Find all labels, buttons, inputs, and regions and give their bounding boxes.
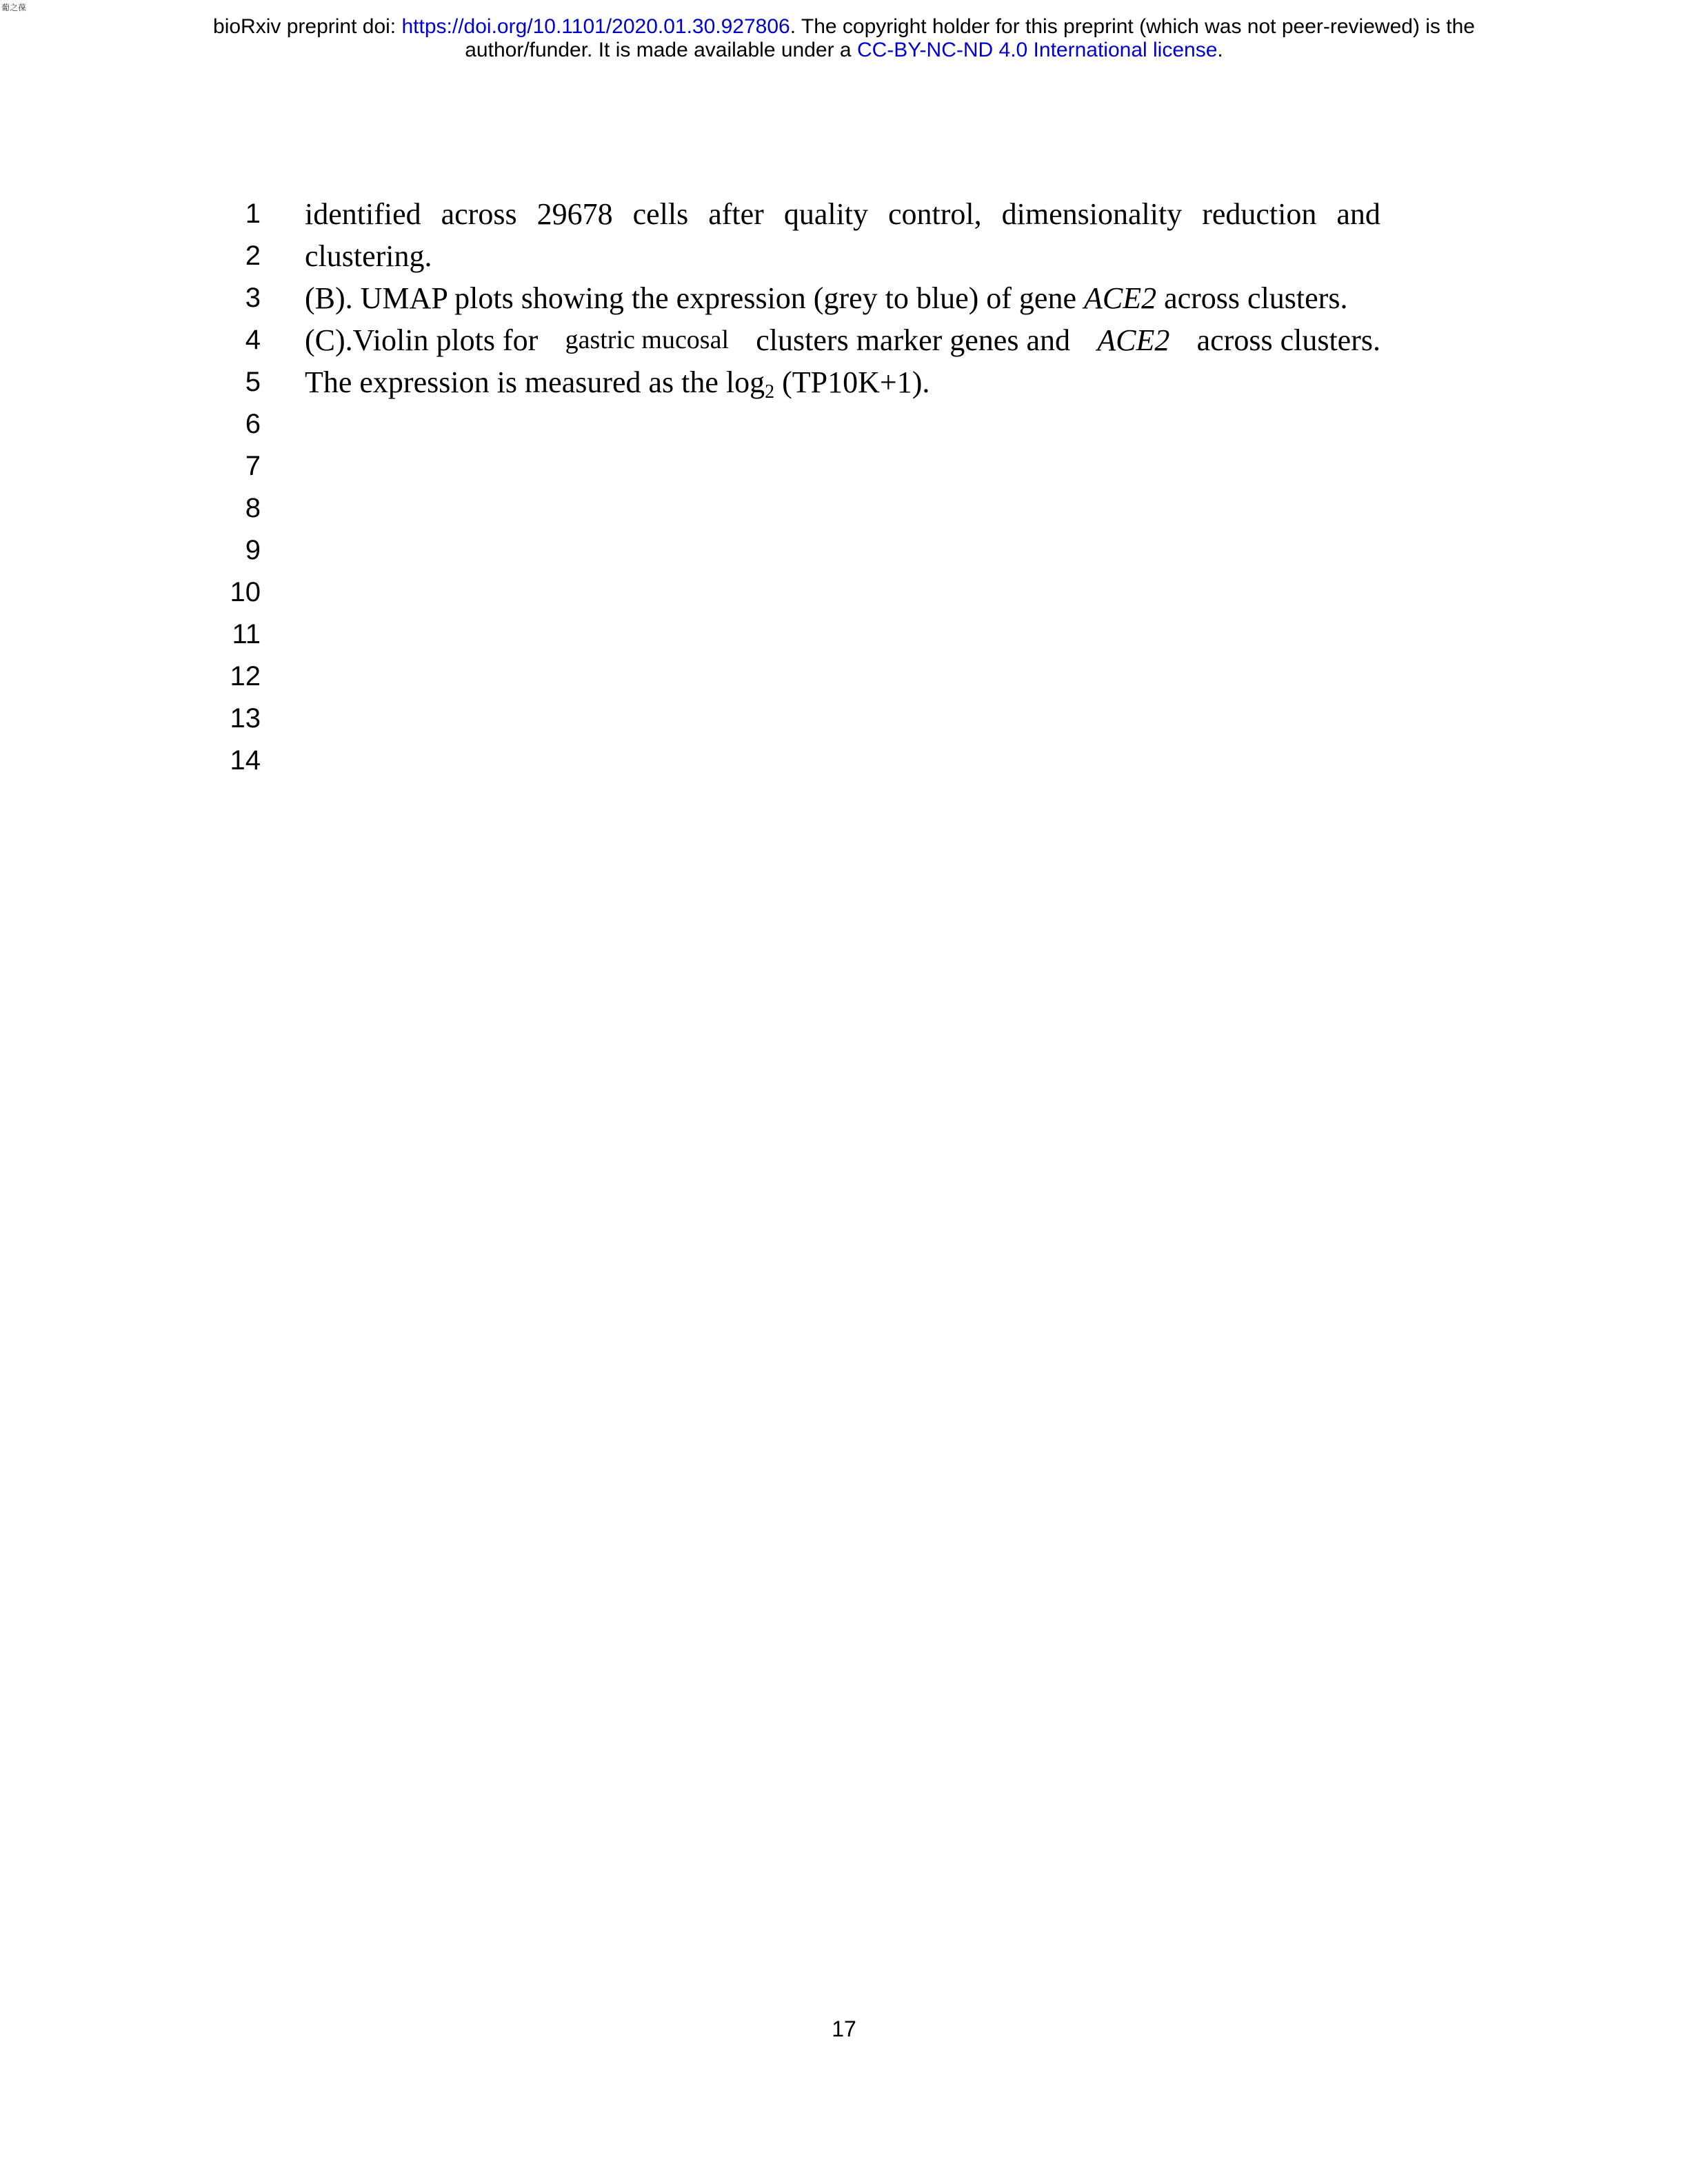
- legend-line-5: [305, 361, 1380, 403]
- legend-text: clustering.: [305, 239, 432, 273]
- header-line-1: [0, 15, 1688, 39]
- line-number: 11: [232, 619, 261, 649]
- word: quality: [783, 197, 869, 231]
- word: control,: [888, 197, 982, 231]
- line-number: 7: [245, 451, 261, 481]
- legend-text: The expression is measured as the log: [305, 365, 765, 399]
- legend-text: across clusters.: [1196, 323, 1380, 357]
- doi-link[interactable]: https://doi.org/10.1101/2020.01.30.927806: [401, 15, 790, 38]
- page-number: 17: [832, 2016, 856, 2041]
- line-number: 13: [230, 703, 261, 734]
- header-prefix: bioRxiv preprint doi:: [213, 15, 402, 38]
- header-license-prefix: author/funder. It is made available under a: [465, 39, 857, 61]
- line-number: 14: [230, 745, 261, 776]
- header-line-2: [0, 39, 1688, 62]
- legend-text: clusters marker genes and: [756, 323, 1070, 357]
- legend-text: across clusters.: [1156, 281, 1348, 315]
- legend-line-3: [305, 277, 1380, 319]
- legend-line-1: [305, 193, 1380, 235]
- legend-text: (C).Violin plots for: [305, 323, 539, 357]
- line-number: 1: [245, 199, 261, 229]
- legend-line-4: [305, 319, 1380, 361]
- line-number: 12: [230, 661, 261, 691]
- legend-text-small: gastric mucosal: [565, 325, 730, 354]
- corner-mark: 葡之葆: [1, 3, 27, 12]
- word: 29678: [536, 197, 613, 231]
- subscript: 2: [765, 381, 775, 403]
- word: after: [708, 197, 764, 231]
- line-number: 2: [245, 241, 261, 271]
- legend-text: (B). UMAP plots showing the expression (grey to blue) of gene: [305, 281, 1084, 315]
- legend-text: (TP10K+1).: [774, 365, 930, 399]
- line-number: 6: [245, 409, 261, 439]
- line-number: 10: [230, 577, 261, 607]
- line-number: 8: [245, 493, 261, 523]
- line-number: 5: [245, 367, 261, 397]
- word: identified: [305, 197, 421, 231]
- line-number: 4: [245, 325, 261, 355]
- figure-legend-text: [305, 193, 1380, 403]
- gene-name: ACE2: [1083, 281, 1157, 315]
- header-copyright-text: . The copyright holder for this preprint (which was not peer-reviewed) is the: [790, 15, 1475, 38]
- line-number: 9: [245, 535, 261, 565]
- word: cells: [632, 197, 689, 231]
- license-link[interactable]: CC-BY-NC-ND 4.0 International license: [856, 39, 1218, 61]
- word: across: [441, 197, 517, 231]
- word: and: [1336, 197, 1380, 231]
- header-license-suffix: .: [1217, 39, 1223, 61]
- legend-line-2: [305, 235, 1380, 277]
- preprint-header: [0, 15, 1688, 62]
- word: dimensionality: [1001, 197, 1183, 231]
- line-number: 3: [245, 283, 261, 313]
- line-numbers: [207, 193, 261, 782]
- gene-name: ACE2: [1097, 323, 1170, 357]
- word: reduction: [1202, 197, 1317, 231]
